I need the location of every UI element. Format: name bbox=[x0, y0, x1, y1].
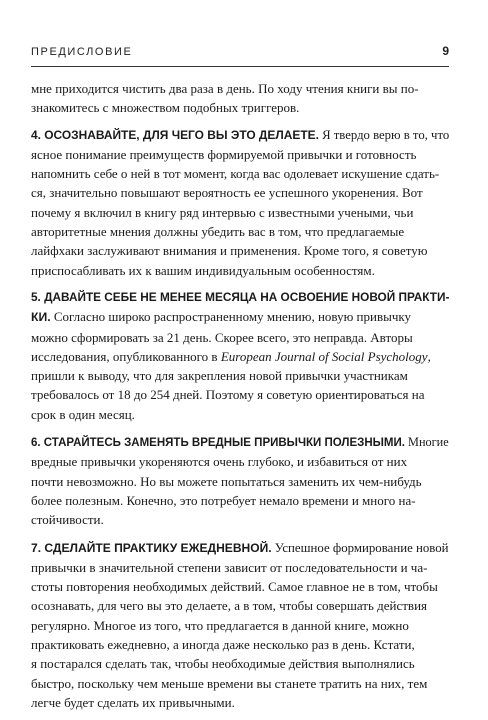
section-4-heading: 4. ОСОЗНАВАЙТЕ, ДЛЯ ЧЕГО ВЫ ЭТО ДЕЛАЕТЕ. bbox=[31, 127, 319, 142]
text-line: я постарался сделать так, чтобы необходимые действия выполнялись bbox=[31, 656, 415, 672]
text-line: стоты повторения необходимых действий. Самое главное не в том, чтобы bbox=[31, 579, 438, 595]
text-segment: исследования, опубликованного в bbox=[31, 348, 221, 364]
text-line: более полезным. Конечно, это потребует немало времени и много на- bbox=[31, 492, 416, 508]
text-line: можно сформировать за 21 день. Скорее всего, это неправда. Авторы bbox=[31, 329, 413, 345]
text-line: быстро, поскольку чем меньше времени вы станете тратить на них, тем bbox=[31, 675, 428, 691]
running-title: ПРЕДИСЛОВИЕ bbox=[31, 46, 133, 58]
text-line: легче будет сделать их привычными. bbox=[31, 694, 235, 710]
text-line: ясное понимание преимуществ формируемой привычки и готовность bbox=[31, 146, 417, 162]
text-line: регулярно. Многое из того, что предлагается в данной книге, можно bbox=[31, 617, 409, 633]
section-4-paragraph bbox=[31, 125, 449, 280]
text-segment: , bbox=[427, 348, 431, 364]
section-4-lead: Я твердо верю в то, что bbox=[318, 126, 450, 142]
running-header bbox=[31, 44, 449, 58]
section-7-paragraph bbox=[31, 538, 449, 713]
text-line: почти невозможно. Но вы можете попытаться заменить их чем-нибудь bbox=[31, 473, 422, 489]
section-5-lead: Согласно широко распространенному мнению, новую привычку bbox=[50, 309, 412, 325]
section-7-lead: Успешное формирование новой bbox=[271, 539, 449, 555]
section-5-heading: 5. ДАВАЙТЕ СЕБЕ НЕ МЕНЕЕ МЕСЯЦА НА ОСВОЕНИЕ НОВОЙ ПРАКТИ- bbox=[31, 289, 450, 304]
text-line: привычки в значительной степени зависит от последовательности и ча- bbox=[31, 559, 428, 575]
header-rule bbox=[31, 66, 449, 67]
text-line: приспосабливать их к вашим индивидуальным особенностям. bbox=[31, 262, 375, 278]
text-line: мне приходится чистить два раза в день. По ходу чтения книги вы по- bbox=[31, 81, 419, 96]
text-line: ся, значительно повышают вероятность ее успешного укоренения. Вот bbox=[31, 185, 423, 201]
section-6-heading: 6. СТАРАЙТЕСЬ ЗАМЕНЯТЬ ВРЕДНЫЕ ПРИВЫЧКИ ПОЛЕЗНЫМИ. bbox=[31, 435, 405, 450]
text-line bbox=[31, 432, 449, 452]
page-number: 9 bbox=[442, 44, 449, 58]
section-6-paragraph bbox=[31, 432, 449, 529]
text-line: срок в один месяц. bbox=[31, 406, 135, 422]
text-line: пришли к выводу, что для закрепления новой привычки участникам bbox=[31, 368, 408, 384]
text-line bbox=[31, 347, 449, 366]
text-line: лайфхаки заслуживают внимания и применения. Кроме того, я советую bbox=[31, 243, 428, 259]
section-6-lead: Многие bbox=[404, 434, 449, 450]
text-line: знакомитесь с множеством подобных триггеров. bbox=[31, 100, 300, 116]
intro-paragraph bbox=[31, 79, 449, 118]
journal-title: European Journal of Social Psychology bbox=[220, 348, 428, 364]
text-line: авторитетные мнения должны убедить вас в том, что предлагаемые bbox=[31, 224, 405, 240]
section-5-paragraph bbox=[31, 288, 449, 424]
text-line: практиковать ежедневно, а иногда даже несколько раз в день. Кстати, bbox=[31, 637, 415, 653]
text-line: вредные привычки укореняются очень глубоко, и избавиться от них bbox=[31, 454, 408, 470]
text-line: требовалось от 18 до 254 дней. Поэтому я советую ориентироваться на bbox=[31, 387, 425, 403]
text-line bbox=[31, 125, 450, 145]
text-line: почему я включил в книгу ряд интервью с известными учеными, чьи bbox=[31, 204, 414, 220]
text-line: осознавать, для чего вы это делаете, а в том, чтобы совершать действия bbox=[31, 598, 428, 614]
text-line: напомнить себе о ней в тот момент, когда вас одолевает искушение сдать- bbox=[31, 166, 440, 182]
section-7-heading: 7. СДЕЛАЙТЕ ПРАКТИКУ ЕЖЕДНЕВНОЙ. bbox=[31, 540, 272, 555]
section-5-heading-end: КИ. bbox=[31, 310, 51, 325]
text-line bbox=[31, 307, 449, 327]
page-body bbox=[31, 79, 449, 720]
text-line: стойчивости. bbox=[31, 512, 104, 528]
text-line bbox=[31, 538, 449, 558]
